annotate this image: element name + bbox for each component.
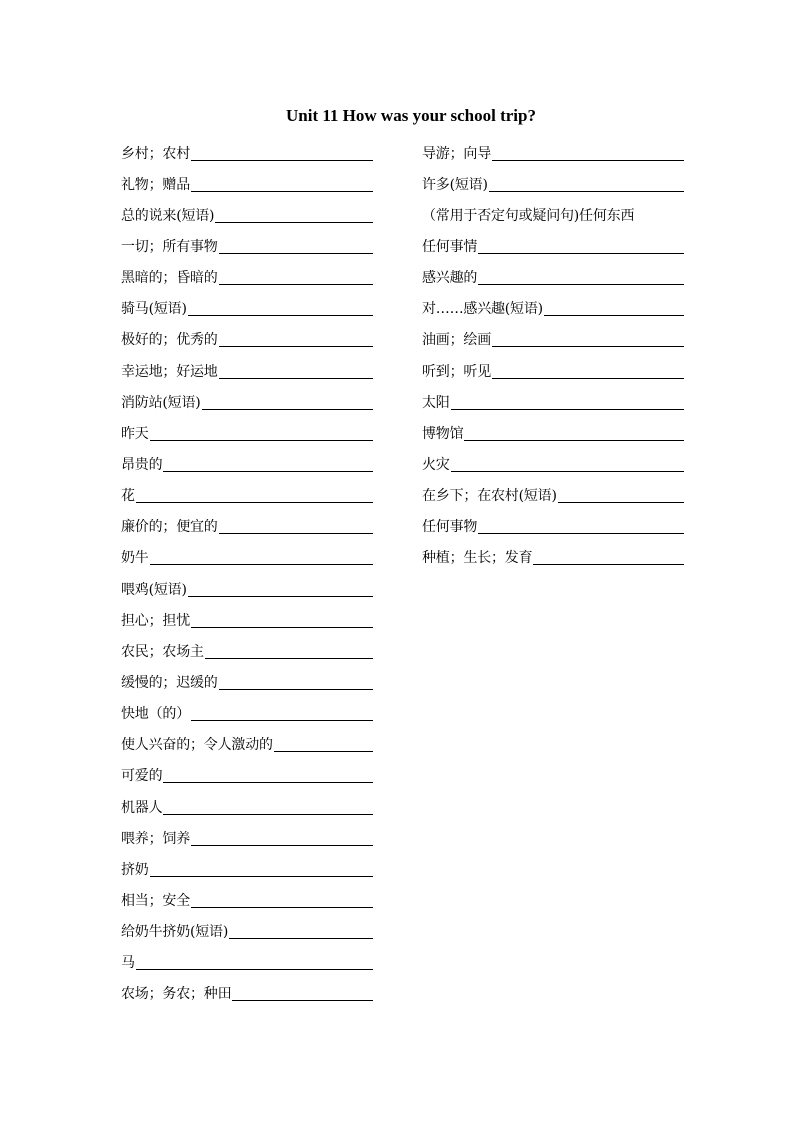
vocab-item [422,449,684,480]
vocab-prompt: 听到；听见 [422,363,491,380]
vocab-prompt: 总的说来(短语) [121,207,215,224]
vocab-item [121,263,373,294]
vocab-item [121,325,373,356]
vocab-item [121,231,373,262]
answer-blank[interactable] [188,300,373,316]
vocab-prompt: 太阳 [422,394,450,411]
vocab-prompt: 挤奶 [121,861,149,878]
answer-blank[interactable] [219,238,373,254]
vocab-item [121,387,373,418]
vocab-prompt: 农场；务农；种田 [121,986,232,1003]
answer-blank[interactable] [202,394,373,410]
vocab-item [121,885,373,916]
vocab-item [121,512,373,543]
answer-blank[interactable] [219,269,373,285]
vocab-prompt: 油画；绘画 [422,332,491,349]
answer-blank[interactable] [544,300,684,316]
answer-blank[interactable] [205,643,373,659]
vocab-prompt: 任何事物 [422,519,478,536]
vocab-item [422,543,684,574]
vocab-prompt: 消防站(短语) [121,394,201,411]
vocab-prompt: 昂贵的 [121,456,163,473]
vocab-item [121,200,373,231]
answer-blank[interactable] [558,487,684,503]
vocab-item [121,761,373,792]
vocab-prompt: 博物馆 [422,425,464,442]
vocab-prompt: 担心；担忧 [121,612,190,629]
answer-blank[interactable] [274,736,373,752]
answer-blank[interactable] [150,861,373,877]
vocab-prompt: 火灾 [422,456,450,473]
vocab-item [121,605,373,636]
vocab-prompt: 机器人 [121,799,163,816]
vocab-prompt: 廉价的；便宜的 [121,519,218,536]
vocab-item [121,792,373,823]
answer-blank[interactable] [163,799,373,815]
vocab-prompt: 幸运地；好运地 [121,363,218,380]
vocab-item [121,543,373,574]
vocab-item [121,699,373,730]
vocab-prompt: 在乡下；在农村(短语) [422,488,557,505]
vocab-item [121,356,373,387]
vocab-prompt: 骑马(短语) [121,301,187,318]
answer-blank[interactable] [232,985,373,1001]
right-column [422,138,684,574]
answer-blank[interactable] [219,363,373,379]
answer-blank[interactable] [219,518,373,534]
answer-blank[interactable] [191,145,373,161]
answer-blank[interactable] [150,549,373,565]
vocab-prompt: 一切；所有事物 [121,238,218,255]
answer-blank[interactable] [451,456,684,472]
vocab-item [422,325,684,356]
vocab-item [422,294,684,325]
vocab-item [422,169,684,200]
answer-blank[interactable] [219,331,373,347]
answer-blank[interactable] [489,176,684,192]
answer-blank[interactable] [191,705,373,721]
answer-blank[interactable] [215,207,373,223]
vocab-item [121,823,373,854]
vocab-item [121,636,373,667]
vocab-item [121,948,373,979]
answer-blank[interactable] [464,425,684,441]
vocab-prompt: 喂养；饲养 [121,830,190,847]
answer-blank[interactable] [136,954,373,970]
vocab-prompt: 许多(短语) [422,176,488,193]
vocab-item [422,356,684,387]
answer-blank[interactable] [136,487,373,503]
answer-blank[interactable] [163,456,373,472]
answer-blank[interactable] [219,674,373,690]
vocab-prompt: 马 [121,955,135,972]
vocab-prompt: 极好的；优秀的 [121,332,218,349]
vocab-item [121,418,373,449]
vocab-prompt: 礼物；赠品 [121,176,190,193]
vocab-prompt: 使人兴奋的；令人激动的 [121,737,273,754]
vocab-item [121,917,373,948]
vocab-item [422,231,684,262]
vocab-item [121,138,373,169]
answer-blank[interactable] [163,767,373,783]
vocab-prompt: 喂鸡(短语) [121,581,187,598]
answer-blank[interactable] [229,923,373,939]
vocab-item [422,512,684,543]
answer-blank[interactable] [533,549,684,565]
vocab-item [422,138,684,169]
vocab-prompt: 任何事情 [422,238,478,255]
vocab-item [422,387,684,418]
vocab-item [121,481,373,512]
answer-blank[interactable] [478,518,684,534]
vocab-prompt: 乡村；农村 [121,145,190,162]
answer-blank[interactable] [478,238,684,254]
answer-blank[interactable] [478,269,684,285]
answer-blank[interactable] [150,425,373,441]
answer-blank[interactable] [492,363,684,379]
vocab-item [121,169,373,200]
left-column [121,138,373,1010]
vocab-prompt: 感兴趣的 [422,270,478,287]
vocab-prompt: 农民；农场主 [121,643,204,660]
vocab-item [121,574,373,605]
answer-blank[interactable] [451,394,684,410]
vocab-prompt: 可爱的 [121,768,163,785]
vocab-item [422,200,684,231]
vocab-item [422,481,684,512]
answer-blank[interactable] [191,612,373,628]
answer-blank[interactable] [188,581,373,597]
vocab-item [422,263,684,294]
answer-blank[interactable] [492,331,684,347]
answer-blank[interactable] [191,176,373,192]
vocab-prompt: 相当；安全 [121,892,190,909]
answer-blank[interactable] [191,830,373,846]
vocab-item [121,730,373,761]
vocab-item [121,294,373,325]
vocab-prompt: 种植；生长；发育 [422,550,533,567]
vocab-prompt: 给奶牛挤奶(短语) [121,924,229,941]
answer-blank[interactable] [492,145,684,161]
vocab-prompt: 对……感兴趣(短语) [422,301,543,318]
vocab-item [121,667,373,698]
vocab-prompt: 缓慢的；迟缓的 [121,674,218,691]
vocab-prompt: 昨天 [121,425,149,442]
page-title: Unit 11 How was your school trip? [286,106,536,125]
vocab-prompt: 花 [121,488,135,505]
vocab-item [121,979,373,1010]
vocab-prompt: 黑暗的；昏暗的 [121,270,218,287]
vocab-item [121,449,373,480]
vocab-item [121,854,373,885]
answer-blank[interactable] [191,892,373,908]
vocab-prompt: 奶牛 [121,550,149,567]
vocab-prompt: 导游；向导 [422,145,491,162]
vocab-item [422,418,684,449]
vocab-prompt: 快地（的） [121,706,190,723]
vocab-prompt: （常用于否定句或疑问句)任何东西 [422,207,635,224]
